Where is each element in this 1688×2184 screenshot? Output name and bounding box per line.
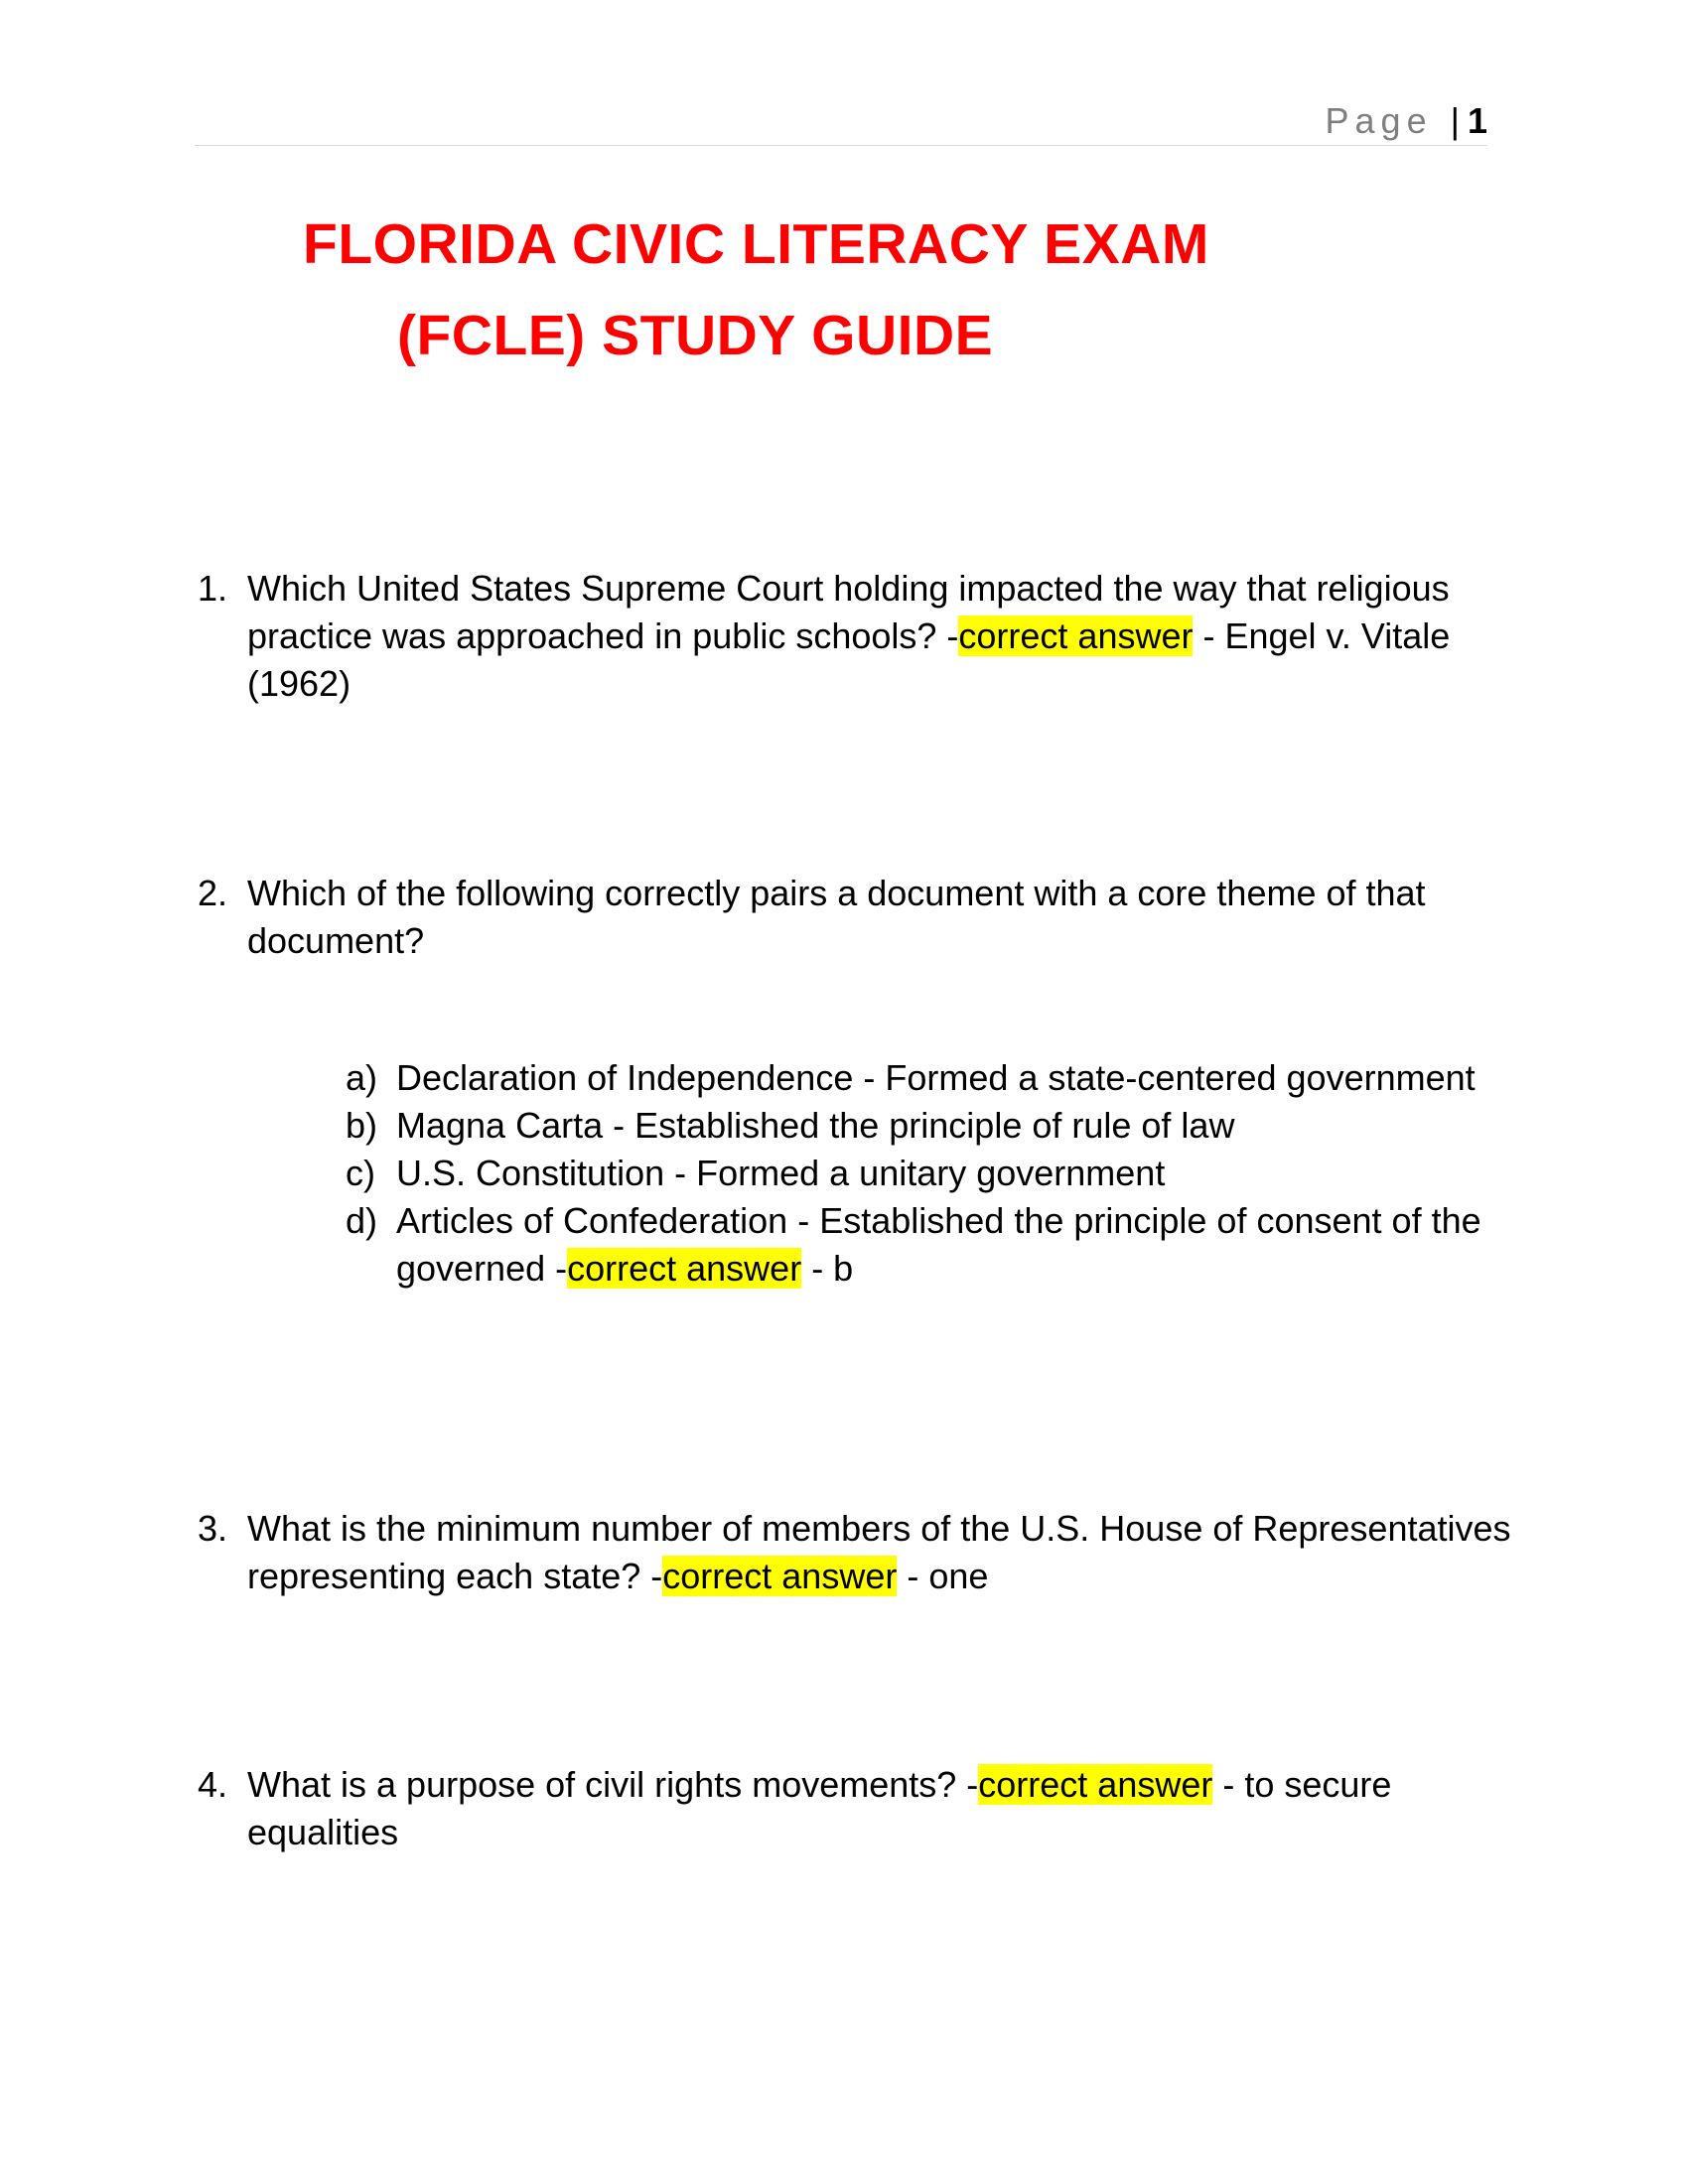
question-body [247, 870, 1518, 965]
option-letter: a) [346, 1057, 378, 1098]
option-a [346, 1054, 1517, 1102]
option-b [346, 1102, 1517, 1150]
page-label: Page [1325, 100, 1433, 141]
question-number: 3. [198, 1508, 228, 1549]
page-number: 1 [1467, 100, 1487, 141]
option-letter: d) [346, 1200, 378, 1241]
question-1 [198, 565, 1518, 708]
document-title-line-1: FLORIDA CIVIC LITERACY EXAM [303, 212, 1209, 276]
question-body [247, 565, 1518, 708]
option-text-with-answer [396, 1197, 1517, 1293]
question-4 [198, 1761, 1518, 1856]
answer-text: - b [801, 1248, 854, 1289]
answer-text: - Engel v. Vitale (1962) [247, 615, 1451, 704]
question-text: What is a purpose of civil rights movements? - [247, 1764, 979, 1805]
question-2 [198, 870, 1518, 965]
document-title-line-2: (FCLE) STUDY GUIDE [397, 304, 994, 367]
answer-text: - one [897, 1556, 989, 1596]
option-c [346, 1150, 1517, 1197]
page-number-label [1326, 101, 1487, 141]
question-number: 1. [198, 568, 228, 609]
option-letter: b) [346, 1105, 378, 1146]
option-text: Magna Carta - Established the principle of rule of law [396, 1105, 1235, 1146]
correct-answer-highlight: correct answer [662, 1556, 898, 1596]
option-letter: c) [346, 1153, 375, 1193]
page-header [195, 95, 1487, 146]
question-text: Which United States Supreme Court holding impacted the way that religious practice was approached in public schools? - [247, 568, 1450, 656]
page-separator: | [1450, 100, 1460, 141]
question-body [247, 1505, 1518, 1600]
option-text: Declaration of Independence - Formed a state-centered government [396, 1057, 1476, 1098]
option-d [346, 1197, 1517, 1293]
question-3 [198, 1505, 1518, 1600]
option-text: Articles of Confederation - Established the principle of consent of the governed - [396, 1200, 1481, 1289]
question-body [247, 1761, 1518, 1856]
answer-text: - to secure equalities [247, 1764, 1392, 1852]
correct-answer-highlight: correct answer [978, 1764, 1213, 1805]
question-text: What is the minimum number of members of the U.S. House of Representatives representing each state? - [247, 1508, 1511, 1596]
question-number: 2. [198, 873, 228, 913]
question-2-options [346, 1054, 1517, 1293]
correct-answer-highlight: correct answer [567, 1248, 802, 1289]
option-text: U.S. Constitution - Formed a unitary government [396, 1153, 1166, 1193]
correct-answer-highlight: correct answer [958, 615, 1194, 656]
question-number: 4. [198, 1764, 228, 1805]
question-text: Which of the following correctly pairs a document with a core theme of that document? [247, 873, 1426, 961]
